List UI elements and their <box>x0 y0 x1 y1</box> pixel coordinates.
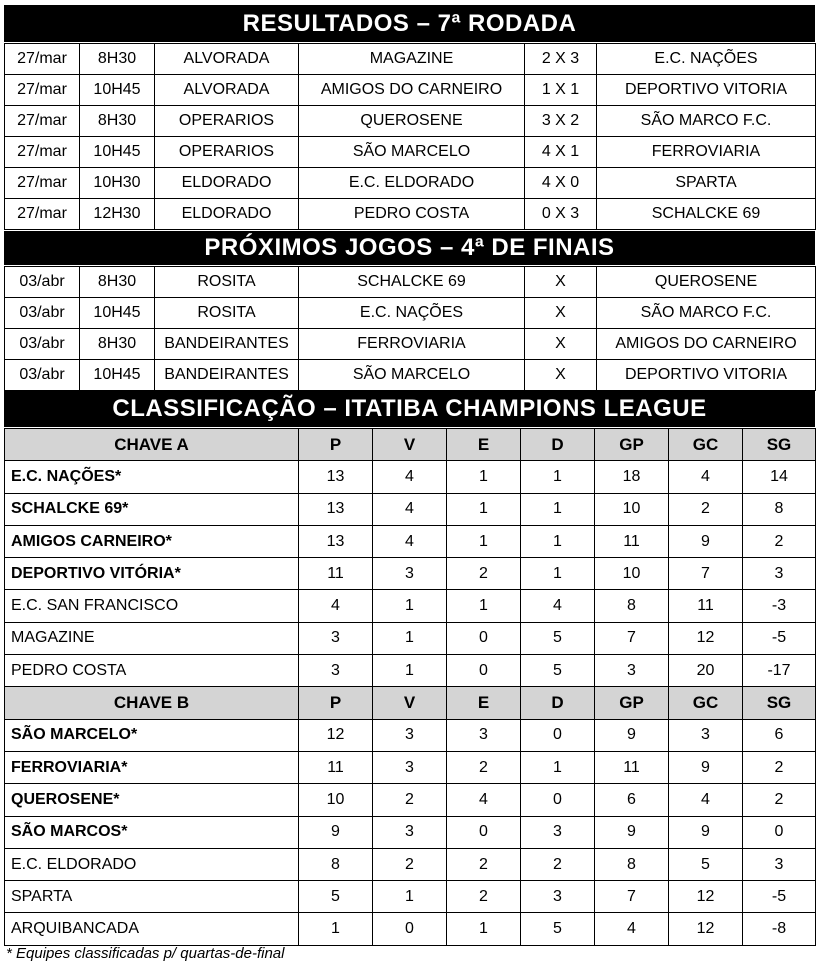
stat-cell: 7 <box>595 881 669 913</box>
game-score: X <box>525 329 597 360</box>
column-header: E <box>447 687 521 719</box>
game-time: 8H30 <box>80 267 155 298</box>
stat-cell: 7 <box>669 558 743 590</box>
stat-cell: 4 <box>373 525 447 557</box>
next-games-table <box>4 266 816 391</box>
stat-cell: 0 <box>521 719 595 751</box>
game-away: DEPORTIVO VITORIA <box>597 75 816 106</box>
game-venue: BANDEIRANTES <box>155 360 299 391</box>
game-venue: ALVORADA <box>155 44 299 75</box>
stat-cell: 9 <box>669 751 743 783</box>
stat-cell: 0 <box>743 816 816 848</box>
stat-cell: 2 <box>743 525 816 557</box>
stat-cell: 2 <box>521 848 595 880</box>
game-away: DEPORTIVO VITORIA <box>597 360 816 391</box>
standings-row <box>5 784 816 816</box>
stat-cell: 3 <box>373 816 447 848</box>
stat-cell: 4 <box>373 461 447 493</box>
stat-cell: 4 <box>669 461 743 493</box>
standings-row <box>5 558 816 590</box>
game-date: 27/mar <box>5 137 80 168</box>
stat-cell: 2 <box>447 558 521 590</box>
standings-row <box>5 622 816 654</box>
group-name: CHAVE B <box>5 687 299 719</box>
stat-cell: 1 <box>521 558 595 590</box>
team-name: E.C. NAÇÕES* <box>5 461 299 493</box>
game-venue: ELDORADO <box>155 168 299 199</box>
game-date: 27/mar <box>5 75 80 106</box>
stat-cell: 3 <box>743 848 816 880</box>
stat-cell: 9 <box>669 816 743 848</box>
stat-cell: 3 <box>373 751 447 783</box>
game-row <box>5 75 816 106</box>
stat-cell: 3 <box>521 881 595 913</box>
stat-cell: 20 <box>669 655 743 687</box>
stat-cell: 1 <box>521 493 595 525</box>
game-away: FERROVIARIA <box>597 137 816 168</box>
stat-cell: 11 <box>669 590 743 622</box>
team-name: QUEROSENE* <box>5 784 299 816</box>
stat-cell: -5 <box>743 881 816 913</box>
stat-cell: 4 <box>299 590 373 622</box>
column-header: V <box>373 687 447 719</box>
game-date: 03/abr <box>5 267 80 298</box>
stat-cell: 0 <box>521 784 595 816</box>
stat-cell: 3 <box>373 719 447 751</box>
stat-cell: 3 <box>299 655 373 687</box>
game-away: QUEROSENE <box>597 267 816 298</box>
stat-cell: 14 <box>743 461 816 493</box>
stat-cell: 7 <box>595 622 669 654</box>
stat-cell: 1 <box>521 525 595 557</box>
game-home: SCHALCKE 69 <box>299 267 525 298</box>
game-time: 12H30 <box>80 199 155 230</box>
game-date: 03/abr <box>5 360 80 391</box>
classification-title: CLASSIFICAÇÃO – ITATIBA CHAMPIONS LEAGUE <box>4 391 815 427</box>
stat-cell: 5 <box>299 881 373 913</box>
stat-cell: 8 <box>595 590 669 622</box>
stat-cell: 2 <box>373 848 447 880</box>
stat-cell: 10 <box>299 784 373 816</box>
stat-cell: 11 <box>595 751 669 783</box>
stat-cell: 12 <box>669 913 743 945</box>
team-name: SÃO MARCOS* <box>5 816 299 848</box>
game-time: 10H45 <box>80 360 155 391</box>
stat-cell: 1 <box>447 493 521 525</box>
game-venue: OPERARIOS <box>155 137 299 168</box>
stat-cell: 4 <box>521 590 595 622</box>
game-score: 4 X 0 <box>525 168 597 199</box>
game-home: SÃO MARCELO <box>299 137 525 168</box>
standings-row <box>5 461 816 493</box>
group-header-row <box>5 429 816 461</box>
group-header-row <box>5 687 816 719</box>
game-venue: ALVORADA <box>155 75 299 106</box>
group-name: CHAVE A <box>5 429 299 461</box>
game-row <box>5 44 816 75</box>
stat-cell: 3 <box>595 655 669 687</box>
stat-cell: 2 <box>447 881 521 913</box>
game-score: 1 X 1 <box>525 75 597 106</box>
game-score: 0 X 3 <box>525 199 597 230</box>
stat-cell: 18 <box>595 461 669 493</box>
column-header: GC <box>669 429 743 461</box>
game-row <box>5 360 816 391</box>
stat-cell: 1 <box>521 751 595 783</box>
column-header: GP <box>595 429 669 461</box>
game-score: X <box>525 267 597 298</box>
game-time: 10H30 <box>80 168 155 199</box>
game-away: E.C. NAÇÕES <box>597 44 816 75</box>
standings-row <box>5 881 816 913</box>
stat-cell: 9 <box>299 816 373 848</box>
stat-cell: 3 <box>447 719 521 751</box>
stat-cell: 8 <box>595 848 669 880</box>
stat-cell: 9 <box>595 719 669 751</box>
team-name: PEDRO COSTA <box>5 655 299 687</box>
standings-row <box>5 719 816 751</box>
column-header: P <box>299 429 373 461</box>
stat-cell: 11 <box>299 558 373 590</box>
stat-cell: 11 <box>595 525 669 557</box>
team-name: E.C. SAN FRANCISCO <box>5 590 299 622</box>
game-venue: BANDEIRANTES <box>155 329 299 360</box>
column-header: SG <box>743 687 816 719</box>
stat-cell: -5 <box>743 622 816 654</box>
stat-cell: 4 <box>595 913 669 945</box>
stat-cell: 1 <box>447 913 521 945</box>
game-away: SCHALCKE 69 <box>597 199 816 230</box>
column-header: GC <box>669 687 743 719</box>
column-header: GP <box>595 687 669 719</box>
game-row <box>5 106 816 137</box>
stat-cell: -8 <box>743 913 816 945</box>
team-name: SCHALCKE 69* <box>5 493 299 525</box>
game-away: SÃO MARCO F.C. <box>597 106 816 137</box>
stat-cell: 10 <box>595 558 669 590</box>
game-away: SPARTA <box>597 168 816 199</box>
stat-cell: 6 <box>595 784 669 816</box>
standings-row <box>5 816 816 848</box>
stat-cell: 4 <box>447 784 521 816</box>
stat-cell: 0 <box>447 816 521 848</box>
column-header: V <box>373 429 447 461</box>
game-away: SÃO MARCO F.C. <box>597 298 816 329</box>
game-venue: OPERARIOS <box>155 106 299 137</box>
game-time: 10H45 <box>80 298 155 329</box>
stat-cell: 10 <box>595 493 669 525</box>
column-header: D <box>521 429 595 461</box>
stat-cell: 11 <box>299 751 373 783</box>
game-date: 27/mar <box>5 106 80 137</box>
standings-row <box>5 751 816 783</box>
game-score: 3 X 2 <box>525 106 597 137</box>
stat-cell: 2 <box>743 784 816 816</box>
game-score: 2 X 3 <box>525 44 597 75</box>
game-time: 10H45 <box>80 75 155 106</box>
stat-cell: 8 <box>743 493 816 525</box>
game-date: 27/mar <box>5 199 80 230</box>
game-score: X <box>525 298 597 329</box>
stat-cell: 12 <box>669 881 743 913</box>
game-row <box>5 137 816 168</box>
stat-cell: 5 <box>521 622 595 654</box>
stat-cell: 1 <box>521 461 595 493</box>
stat-cell: 3 <box>743 558 816 590</box>
results-title: RESULTADOS – 7ª RODADA <box>4 5 815 42</box>
stat-cell: 3 <box>521 816 595 848</box>
stat-cell: 3 <box>373 558 447 590</box>
stat-cell: 12 <box>299 719 373 751</box>
game-home: PEDRO COSTA <box>299 199 525 230</box>
game-date: 03/abr <box>5 298 80 329</box>
team-name: FERROVIARIA* <box>5 751 299 783</box>
team-name: ARQUIBANCADA <box>5 913 299 945</box>
game-home: E.C. NAÇÕES <box>299 298 525 329</box>
stat-cell: 3 <box>669 719 743 751</box>
game-home: QUEROSENE <box>299 106 525 137</box>
game-row <box>5 298 816 329</box>
classification-table <box>4 428 816 946</box>
game-home: FERROVIARIA <box>299 329 525 360</box>
stat-cell: 1 <box>373 590 447 622</box>
team-name: SÃO MARCELO* <box>5 719 299 751</box>
game-row <box>5 329 816 360</box>
stat-cell: 2 <box>447 848 521 880</box>
stat-cell: 2 <box>447 751 521 783</box>
stat-cell: 2 <box>743 751 816 783</box>
game-venue: ROSITA <box>155 267 299 298</box>
game-row <box>5 267 816 298</box>
game-time: 8H30 <box>80 106 155 137</box>
game-score: 4 X 1 <box>525 137 597 168</box>
game-home: SÃO MARCELO <box>299 360 525 391</box>
next-games-title: PRÓXIMOS JOGOS – 4ª DE FINAIS <box>4 231 815 265</box>
stat-cell: 5 <box>521 913 595 945</box>
stat-cell: 9 <box>595 816 669 848</box>
game-row <box>5 168 816 199</box>
stat-cell: 0 <box>447 655 521 687</box>
results-table <box>4 43 816 230</box>
team-name: DEPORTIVO VITÓRIA* <box>5 558 299 590</box>
team-name: MAGAZINE <box>5 622 299 654</box>
game-row <box>5 199 816 230</box>
stat-cell: 5 <box>669 848 743 880</box>
stat-cell: 1 <box>373 622 447 654</box>
stat-cell: 1 <box>373 655 447 687</box>
team-name: SPARTA <box>5 881 299 913</box>
stat-cell: 2 <box>669 493 743 525</box>
stat-cell: 9 <box>669 525 743 557</box>
column-header: E <box>447 429 521 461</box>
stat-cell: 1 <box>447 461 521 493</box>
stat-cell: 8 <box>299 848 373 880</box>
game-venue: ROSITA <box>155 298 299 329</box>
stat-cell: 13 <box>299 525 373 557</box>
standings-row <box>5 848 816 880</box>
game-date: 03/abr <box>5 329 80 360</box>
game-time: 10H45 <box>80 137 155 168</box>
stat-cell: 6 <box>743 719 816 751</box>
stat-cell: 0 <box>373 913 447 945</box>
team-name: E.C. ELDORADO <box>5 848 299 880</box>
standings-row <box>5 525 816 557</box>
stat-cell: 1 <box>373 881 447 913</box>
stat-cell: 1 <box>447 590 521 622</box>
stat-cell: -3 <box>743 590 816 622</box>
game-time: 8H30 <box>80 44 155 75</box>
game-home: MAGAZINE <box>299 44 525 75</box>
stat-cell: 3 <box>299 622 373 654</box>
game-date: 27/mar <box>5 44 80 75</box>
game-time: 8H30 <box>80 329 155 360</box>
stat-cell: 13 <box>299 461 373 493</box>
stat-cell: 1 <box>299 913 373 945</box>
stat-cell: 12 <box>669 622 743 654</box>
column-header: P <box>299 687 373 719</box>
standings-row <box>5 493 816 525</box>
standings-row <box>5 655 816 687</box>
game-home: AMIGOS DO CARNEIRO <box>299 75 525 106</box>
footnote: * Equipes classificadas p/ quartas-de-final <box>6 945 285 962</box>
game-score: X <box>525 360 597 391</box>
stat-cell: 13 <box>299 493 373 525</box>
stat-cell: 1 <box>447 525 521 557</box>
game-away: AMIGOS DO CARNEIRO <box>597 329 816 360</box>
column-header: SG <box>743 429 816 461</box>
team-name: AMIGOS CARNEIRO* <box>5 525 299 557</box>
stat-cell: -17 <box>743 655 816 687</box>
column-header: D <box>521 687 595 719</box>
game-home: E.C. ELDORADO <box>299 168 525 199</box>
standings-row <box>5 913 816 945</box>
stat-cell: 5 <box>521 655 595 687</box>
game-date: 27/mar <box>5 168 80 199</box>
stat-cell: 4 <box>373 493 447 525</box>
stat-cell: 2 <box>373 784 447 816</box>
standings-row <box>5 590 816 622</box>
stat-cell: 4 <box>669 784 743 816</box>
game-venue: ELDORADO <box>155 199 299 230</box>
stat-cell: 0 <box>447 622 521 654</box>
